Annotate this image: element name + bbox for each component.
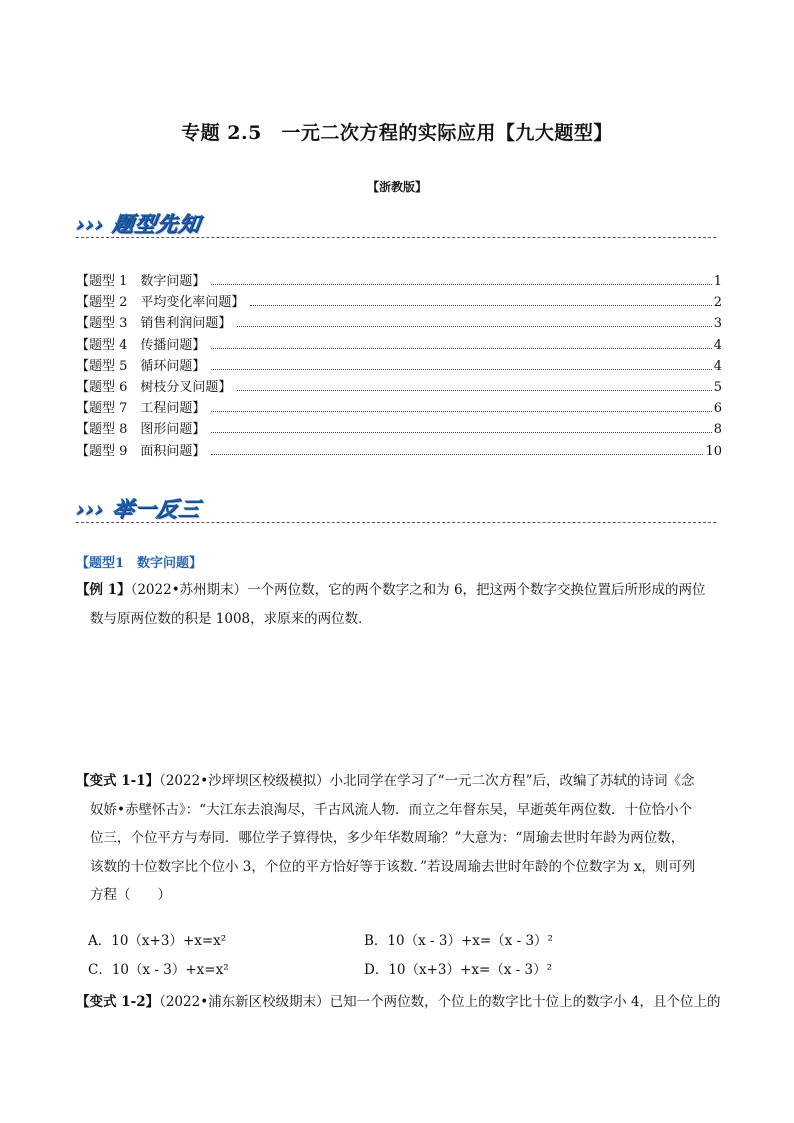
toc-leader-dots — [211, 432, 711, 433]
toc-entry-page: 10 — [705, 443, 722, 459]
toc-entry-page: 8 — [713, 422, 722, 438]
toc-entry-page: 4 — [713, 358, 722, 374]
toc-leader-dots — [211, 348, 711, 349]
variant-text-line: （2022•浦东新区校级期末）已知一个两位数，个位上的数字比十位上的数字小 4，且个位上的 — [159, 994, 721, 1010]
toc-entry[interactable] — [76, 312, 722, 333]
section-heading: 【题型1 数字问题】 — [76, 556, 203, 571]
variant-text-line: 方程（ ） — [90, 887, 171, 903]
example-lead: 【例 1】 — [76, 582, 131, 598]
page-subtitle: 【浙教版】 — [366, 180, 427, 194]
toc-entry-label: 【题型 6 树枝分叉问题】 — [76, 379, 232, 395]
variant-lead: 【变式 1-1】 — [76, 773, 160, 789]
toc-entry-label: 【题型 7 工程问题】 — [76, 401, 206, 417]
toc-leader-dots — [211, 284, 711, 285]
toc-leader-dots — [250, 305, 711, 306]
toc-entry[interactable] — [76, 291, 722, 312]
toc-entry[interactable] — [76, 440, 722, 461]
overview-divider — [76, 237, 716, 238]
example-text-line: （2022•苏州期末）一个两位数，它的两个数字之和为 6，把这两个数字交换位置后所形成的两位 — [130, 582, 706, 598]
toc-entry[interactable] — [76, 355, 722, 376]
variant-text-line: 该数的十位数字比个位小 3，个位的平方恰好等于该数．”若设周瑜去世时年龄的个位数字为 x，则可列 — [90, 858, 696, 875]
table-of-contents — [76, 270, 722, 461]
toc-entry-label: 【题型 5 循环问题】 — [76, 358, 206, 374]
toc-leader-dots — [211, 454, 703, 455]
example-1 — [76, 576, 726, 633]
toc-entry-page: 3 — [713, 316, 722, 332]
page-title: 专题 2.5 一元二次方程的实际应用【九大题型】 — [181, 122, 613, 144]
option-c: C．10（x - 3）+x=x² — [88, 961, 229, 978]
examples-divider — [76, 522, 716, 523]
variant-lead: 【变式 1-2】 — [76, 994, 160, 1010]
toc-entry-page: 6 — [713, 401, 722, 417]
toc-leader-dots — [211, 369, 711, 370]
overview-banner: ››› 题型先知 — [74, 211, 203, 236]
toc-leader-dots — [211, 411, 711, 412]
toc-entry-label: 【题型 2 平均变化率问题】 — [76, 295, 245, 311]
examples-banner: ››› 举一反三 — [74, 496, 203, 521]
example-text-line: 数与原两位数的积是 1008，求原来的两位数． — [90, 610, 372, 627]
toc-entry[interactable] — [76, 418, 722, 439]
toc-entry-page: 5 — [713, 379, 722, 395]
toc-entry[interactable] — [76, 334, 722, 355]
toc-entry[interactable] — [76, 397, 722, 418]
option-b: B．10（x - 3）+x=（x - 3）² — [364, 932, 553, 949]
variant-text-line: 位三，个位平方与寿同．哪位学子算得快，多少年华数周瑜？”大意为：“周瑜去世时年龄为两位数， — [90, 830, 685, 846]
variant-1-1 — [76, 767, 726, 910]
toc-entry-label: 【题型 9 面积问题】 — [76, 443, 206, 459]
toc-leader-dots — [237, 390, 711, 391]
toc-entry-page: 1 — [713, 274, 722, 289]
toc-entry-label: 【题型 8 图形问题】 — [76, 422, 206, 438]
toc-entry-label: 【题型 3 销售利润问题】 — [76, 316, 232, 332]
variant-text-line: （2022•沙坪坝区校级模拟）小北同学在学习了“一元二次方程”后，改编了苏轼的诗词《念 — [159, 773, 695, 789]
toc-leader-dots — [237, 326, 711, 327]
option-d: D．10（x+3）+x=（x - 3）² — [364, 961, 553, 978]
toc-entry[interactable] — [76, 376, 722, 397]
toc-entry[interactable] — [76, 270, 722, 291]
option-a: A．10（x+3）+x=x² — [88, 932, 227, 949]
toc-entry-label: 【题型 4 传播问题】 — [76, 337, 206, 353]
answer-options — [88, 924, 708, 982]
toc-entry-page: 2 — [713, 295, 722, 311]
variant-1-2 — [76, 988, 726, 1017]
toc-entry-page: 4 — [713, 337, 722, 353]
variant-text-line: 奴娇•赤壁怀古》：“大江东去浪淘尽，千古风流人物．而立之年督东吴，早逝英年两位数．十位恰小个 — [90, 801, 693, 818]
toc-entry-label: 【题型 1 数字问题】 — [76, 274, 206, 289]
